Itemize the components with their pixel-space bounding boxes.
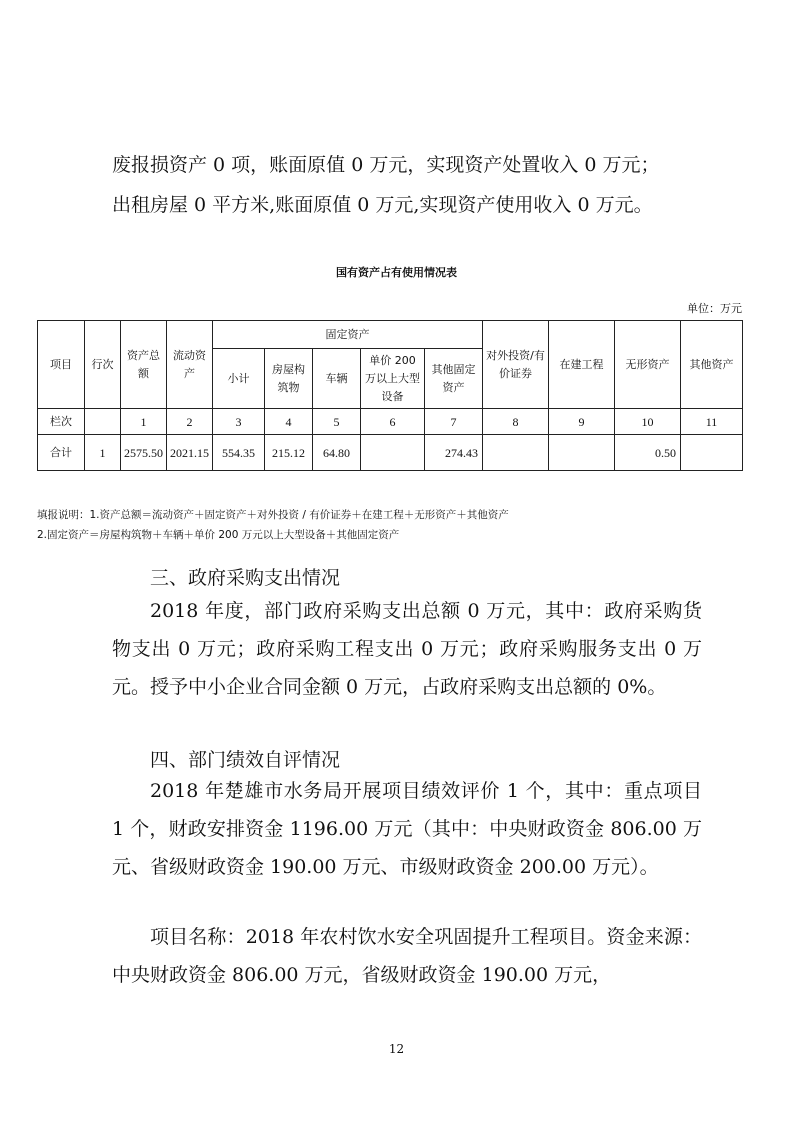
column-number: 7 xyxy=(425,409,483,435)
other-fixed-value: 274.43 xyxy=(425,435,483,471)
section-heading-performance: 四、部门绩效自评情况 xyxy=(150,749,341,771)
header-large-equipment: 单价 200 万以上大型设备 xyxy=(361,349,425,409)
table-unit: 单位：万元 xyxy=(687,302,742,315)
performance-paragraph-1: 2018 年楚雄市水务局开展项目绩效评价 1 个，其中：重点项目 1 个，财政安排资金 1196.00 万元（其中：中央财政资金 806.00 万元、省级财政资金 190.00 万元、市级财政资金 200.00 万元）。 xyxy=(112,780,702,878)
header-current-assets: 流动资产 xyxy=(167,321,213,409)
buildings-value: 215.12 xyxy=(265,435,313,471)
column-number: 1 xyxy=(121,409,167,435)
page-number: 12 xyxy=(388,1042,405,1056)
column-number-label: 栏次 xyxy=(38,409,85,435)
header-total-assets: 资产总额 xyxy=(121,321,167,409)
column-number: 9 xyxy=(549,409,615,435)
column-number: 4 xyxy=(265,409,313,435)
performance-paragraph-2: 项目名称：2018 年农村饮水安全巩固提升工程项目。资金来源：中央财政资金 806.00 万元，省级财政资金 190.00 万元， xyxy=(112,926,702,986)
current-assets-value: 2021.15 xyxy=(167,435,213,471)
intangible-value: 0.50 xyxy=(615,435,681,471)
table-note-1: 填报说明：1.资产总额＝流动资产＋固定资产＋对外投资 / 有价证券＋在建工程＋无形资产＋其他资产 xyxy=(37,509,509,521)
total-row-no: 1 xyxy=(85,435,121,471)
asset-table xyxy=(37,320,743,471)
header-item: 项目 xyxy=(38,321,85,409)
table-row xyxy=(38,435,743,471)
header-other-fixed: 其他固定资产 xyxy=(425,349,483,409)
procurement-paragraph: 2018 年度，部门政府采购支出总额 0 万元，其中：政府采购货物支出 0 万元；政府采购工程支出 0 万元；政府采购服务支出 0 万元。授予中小企业合同金额 0 万元，占政府采购支出总额的 0%。 xyxy=(112,600,702,698)
header-subtotal: 小计 xyxy=(213,349,265,409)
table-row xyxy=(38,409,743,435)
total-assets-value: 2575.50 xyxy=(121,435,167,471)
large-equipment-value xyxy=(361,435,425,471)
header-vehicles: 车辆 xyxy=(313,349,361,409)
vehicles-value: 64.80 xyxy=(313,435,361,471)
column-number-row-no xyxy=(85,409,121,435)
subtotal-value: 554.35 xyxy=(213,435,265,471)
intro-line-1: 废报损资产 0 项，账面原值 0 万元，实现资产处置收入 0 万元； xyxy=(112,154,660,176)
header-construction: 在建工程 xyxy=(549,321,615,409)
column-number: 10 xyxy=(615,409,681,435)
header-other-assets: 其他资产 xyxy=(681,321,743,409)
column-number: 6 xyxy=(361,409,425,435)
header-intangible: 无形资产 xyxy=(615,321,681,409)
other-assets-value xyxy=(681,435,743,471)
column-number: 3 xyxy=(213,409,265,435)
header-fixed-assets: 固定资产 xyxy=(213,321,483,349)
table-title: 国有资产占有使用情况表 xyxy=(336,266,457,279)
total-row-label: 合计 xyxy=(38,435,85,471)
investments-value xyxy=(483,435,549,471)
header-investments: 对外投资/有价证券 xyxy=(483,321,549,409)
header-buildings: 房屋构筑物 xyxy=(265,349,313,409)
column-number: 11 xyxy=(681,409,743,435)
column-number: 8 xyxy=(483,409,549,435)
column-number: 5 xyxy=(313,409,361,435)
construction-value xyxy=(549,435,615,471)
section-heading-procurement: 三、政府采购支出情况 xyxy=(150,567,341,589)
table-note-2: 2.固定资产＝房屋构筑物＋车辆＋单价 200 万元以上大型设备＋其他固定资产 xyxy=(37,529,400,541)
intro-line-2: 出租房屋 0 平方米,账面原值 0 万元,实现资产使用收入 0 万元。 xyxy=(112,194,653,216)
header-row-no: 行次 xyxy=(85,321,121,409)
column-number: 2 xyxy=(167,409,213,435)
